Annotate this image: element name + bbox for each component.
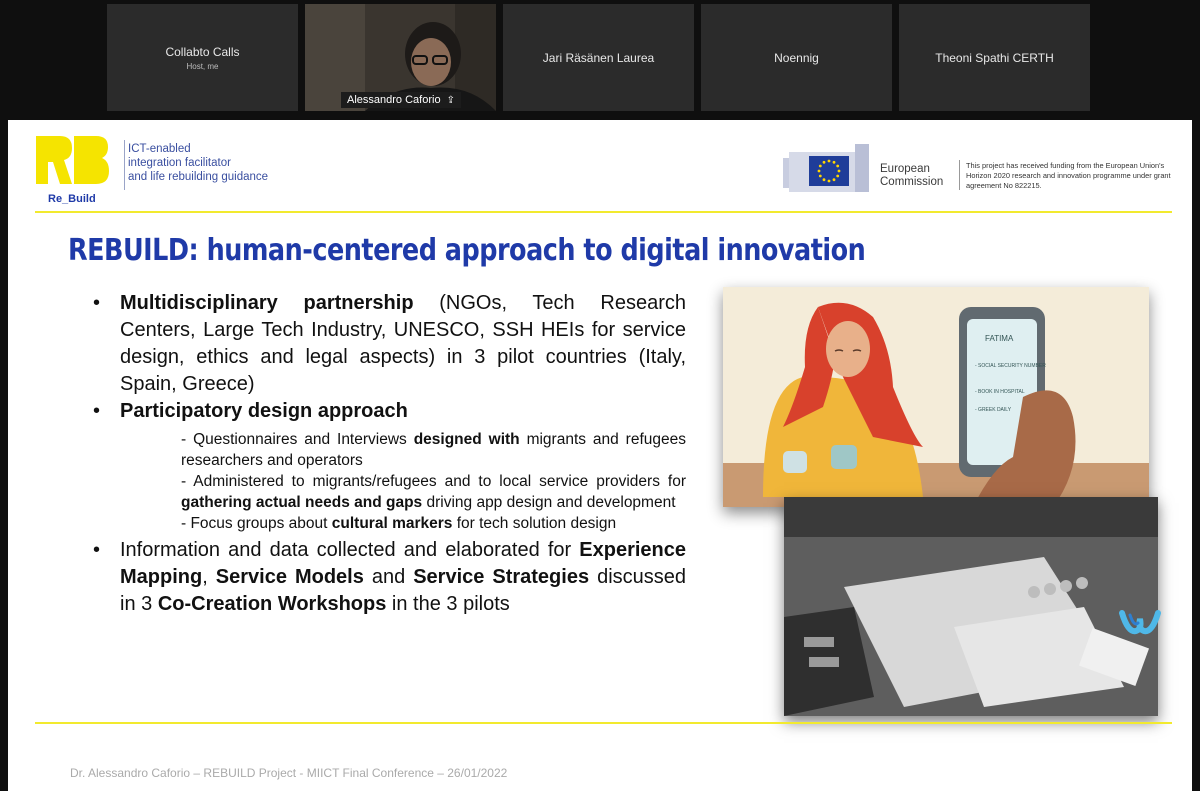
ec-divider [959,160,960,190]
participant-tile-speaker[interactable] [305,4,496,111]
sub-bullet: - Administered to migrants/refugees and to local service providers for gathering actual needs and gaps driving app design and development [181,473,686,511]
participant-strip [0,0,1200,116]
bullet-bold: Participatory design approach [120,400,408,422]
illustration-art [723,287,1149,507]
phone-line: - BOOK IN HOSPITAL [975,389,1025,395]
tagline-line: integration facilitator [128,157,231,169]
sub-bullet: - Questionnaires and Interviews designed with migrants and refugees researchers and operators [181,431,687,469]
bullet-item [93,398,686,425]
ec-label-line: Commission [880,176,944,188]
bullet-item [93,290,686,398]
logo-tagline [128,142,268,184]
tagline-divider [124,140,125,190]
shared-slide [8,120,1192,791]
rebuild-logo [34,134,110,205]
participant-role: Host, me [186,61,219,71]
slide-title: REBUILD: human-centered approach to digital innovation [68,233,866,268]
participant-tile[interactable] [503,4,694,111]
participant-name: Jari Räsänen Laurea [542,50,655,65]
phone-line: - SOCIAL SECURITY NUMBER [975,363,1046,369]
share-screen-icon: ⇪ [446,94,455,106]
bullet-dot-icon: • [93,400,101,422]
workshop-photo [784,497,1158,716]
participant-name: Noennig [774,50,819,65]
webex-logo-icon [1116,603,1164,644]
bullet-list [93,290,686,618]
participant-name: Alessandro Caforio [347,94,441,106]
bullet-text: (NGOs, Tech Research Centers, Large Tech Industry, UNESCO, SSH HEIs for service design, ethics and legal aspects) in 3 pilot countries (Italy, Spain, Greece) [120,292,686,395]
european-commission-logo [783,144,875,197]
participant-tile[interactable] [899,4,1090,111]
ec-label [880,163,943,189]
bullet-item: • Information and data collected and elaborated for Experience Mapping, Service Models and Service Strategies discussed in 3 Co-Creation Workshops in the 3 pilots [93,539,687,615]
participant-tile-host[interactable] [107,4,298,111]
bullet-dot-icon: • [93,292,101,314]
logo-text: Re_Build [48,193,96,205]
footer-rule [35,722,1172,724]
tagline-line: ICT-enabled [128,143,191,155]
phone-name: FATIMA [985,334,1014,343]
sub-bullet: - Focus groups about cultural markers for tech solution design [181,515,617,532]
bullet-bold: Multidisciplinary partnership [120,292,414,314]
sub-bullet-list [181,429,686,534]
tagline-line: and life rebuilding guidance [128,171,269,183]
bullet-dot-icon: • [93,539,101,561]
speaker-name-bar [341,92,461,108]
rb-logo-mark [34,134,110,186]
participant-tile[interactable] [701,4,892,111]
illustration-woman-phone [723,287,1149,507]
workshop-photo-art [784,497,1158,716]
phone-line: - GREEK DAILY [975,407,1012,413]
header-rule [35,211,1172,213]
ec-label-line: European [880,163,930,175]
eu-flag-icon [783,144,875,192]
participant-name: Theoni Spathi CERTH [935,50,1054,65]
funding-note: This project has received funding from the European Union's Horizon 2020 research and innovation programme under grant agreement No 822215. [966,161,1171,190]
participant-name: Collabto Calls [165,44,240,59]
slide-footer: Dr. Alessandro Caforio – REBUILD Project - MIICT Final Conference – 26/01/2022 [70,766,508,780]
